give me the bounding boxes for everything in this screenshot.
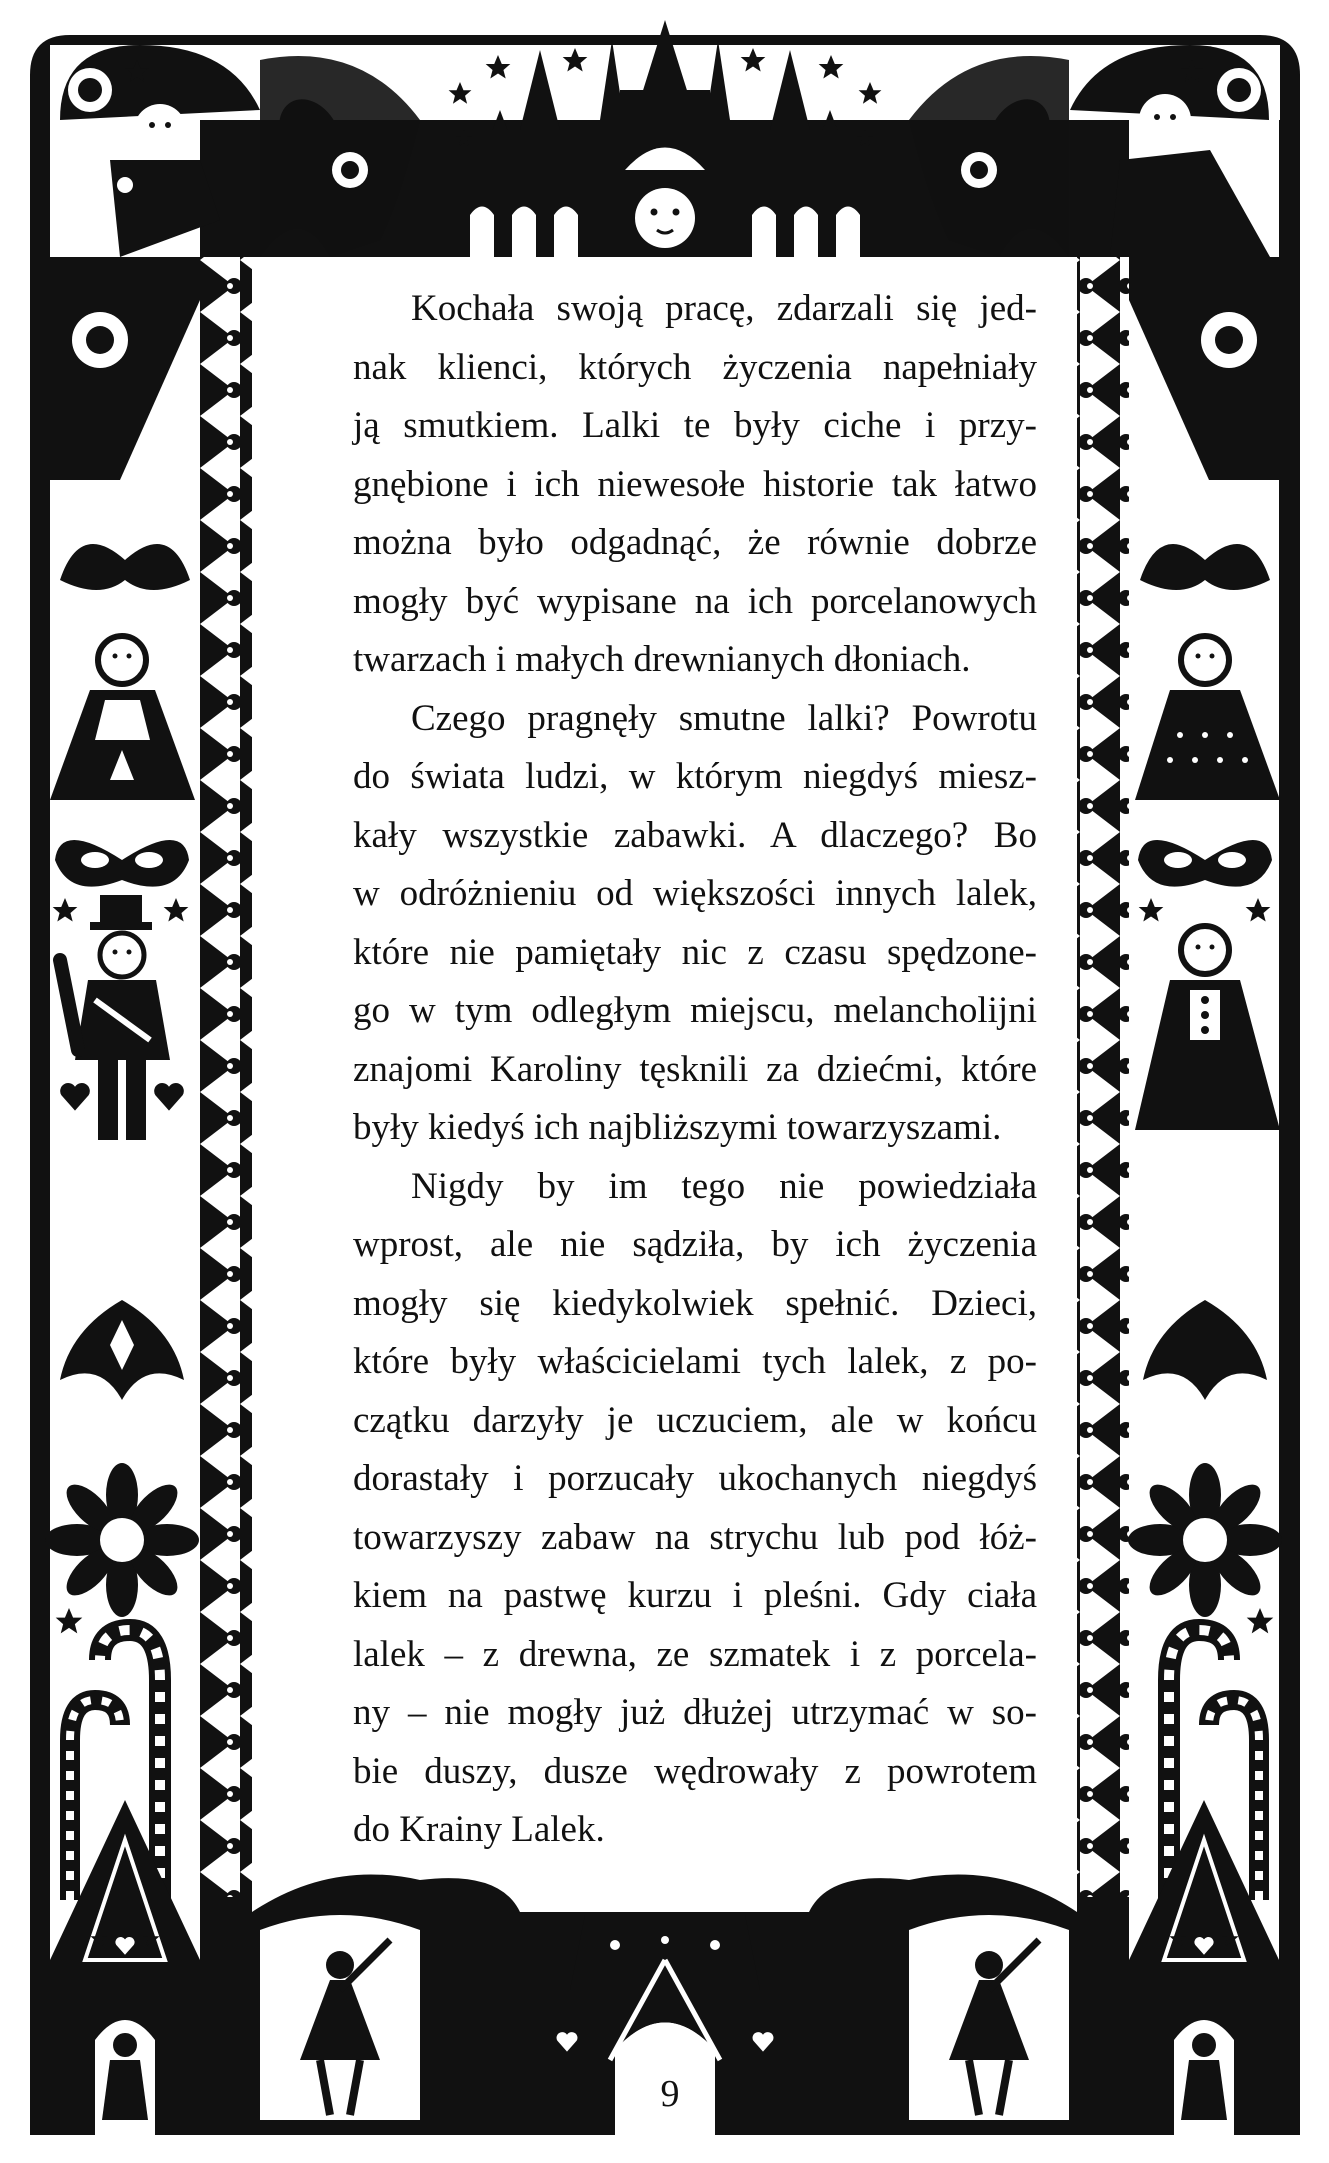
text-line: lalek – z drewna, ze szmatek i z porcela- <box>353 1633 1037 1675</box>
text-line: mogły się kiedykolwiek spełnić. Dzieci, <box>353 1282 1037 1324</box>
text-line: dorastały i porzucały ukochanych niegdyś <box>353 1458 1037 1499</box>
text-line: które nie pamiętały nic z czasu spędzone- <box>353 931 1037 973</box>
text-line: nak klienci, których życzenia napełniały <box>353 346 1037 388</box>
text-line: twarzach i małych drewnianych dłoniach. <box>353 639 971 680</box>
text-line: które były właścicielami tych lalek, z po- <box>353 1341 1037 1382</box>
text-line: można było odgadnąć, że równie dobrze <box>353 522 1037 563</box>
text-line: do świata ludzi, w którym niegdyś miesz- <box>353 756 1037 797</box>
text-line: kały wszystkie zabawki. A dlaczego? Bo <box>353 814 1037 856</box>
text-line: znajomi Karoliny tęsknili za dziećmi, które <box>353 1048 1037 1090</box>
text-line: do Krainy Lalek. <box>353 1809 605 1850</box>
text-line: mogły być wypisane na ich porcelanowych <box>353 580 1037 622</box>
text-line: czątku darzyły je uczuciem, ale w końcu <box>353 1399 1037 1441</box>
paragraph <box>295 690 1037 1158</box>
paragraph <box>295 1158 1037 1860</box>
paragraph <box>295 280 1037 690</box>
text-line: towarzyszy zabaw na strychu lub pod łóż- <box>353 1516 1037 1558</box>
text-line: Nigdy by im tego nie powiedziała <box>411 1165 1037 1207</box>
text-line: wprost, ale nie sądziła, by ich życzenia <box>353 1224 1037 1265</box>
text-line: ny – nie mogły już dłużej utrzymać w so- <box>353 1692 1037 1733</box>
page-number: 9 <box>660 2073 680 2115</box>
text-line: gnębione i ich niewesołe historie tak łatwo <box>353 463 1037 505</box>
text-line: bie duszy, dusze wędrowały z powrotem <box>353 1750 1037 1792</box>
body-text <box>295 280 1037 1860</box>
text-line: były kiedyś ich najbliższymi towarzyszami. <box>353 1107 1002 1148</box>
text-line: go w tym odległym miejscu, melancholijni <box>353 990 1037 1031</box>
text-line: Kochała swoją pracę, zdarzali się jed- <box>411 288 1037 329</box>
text-line: Czego pragnęły smutne lalki? Powrotu <box>411 697 1037 739</box>
text-line: w odróżnieniu od większości innych lalek, <box>353 873 1037 914</box>
text-line: ją smutkiem. Lalki te były ciche i przy- <box>353 405 1037 446</box>
text-line: kiem na pastwę kurzu i pleśni. Gdy ciała <box>353 1575 1037 1616</box>
